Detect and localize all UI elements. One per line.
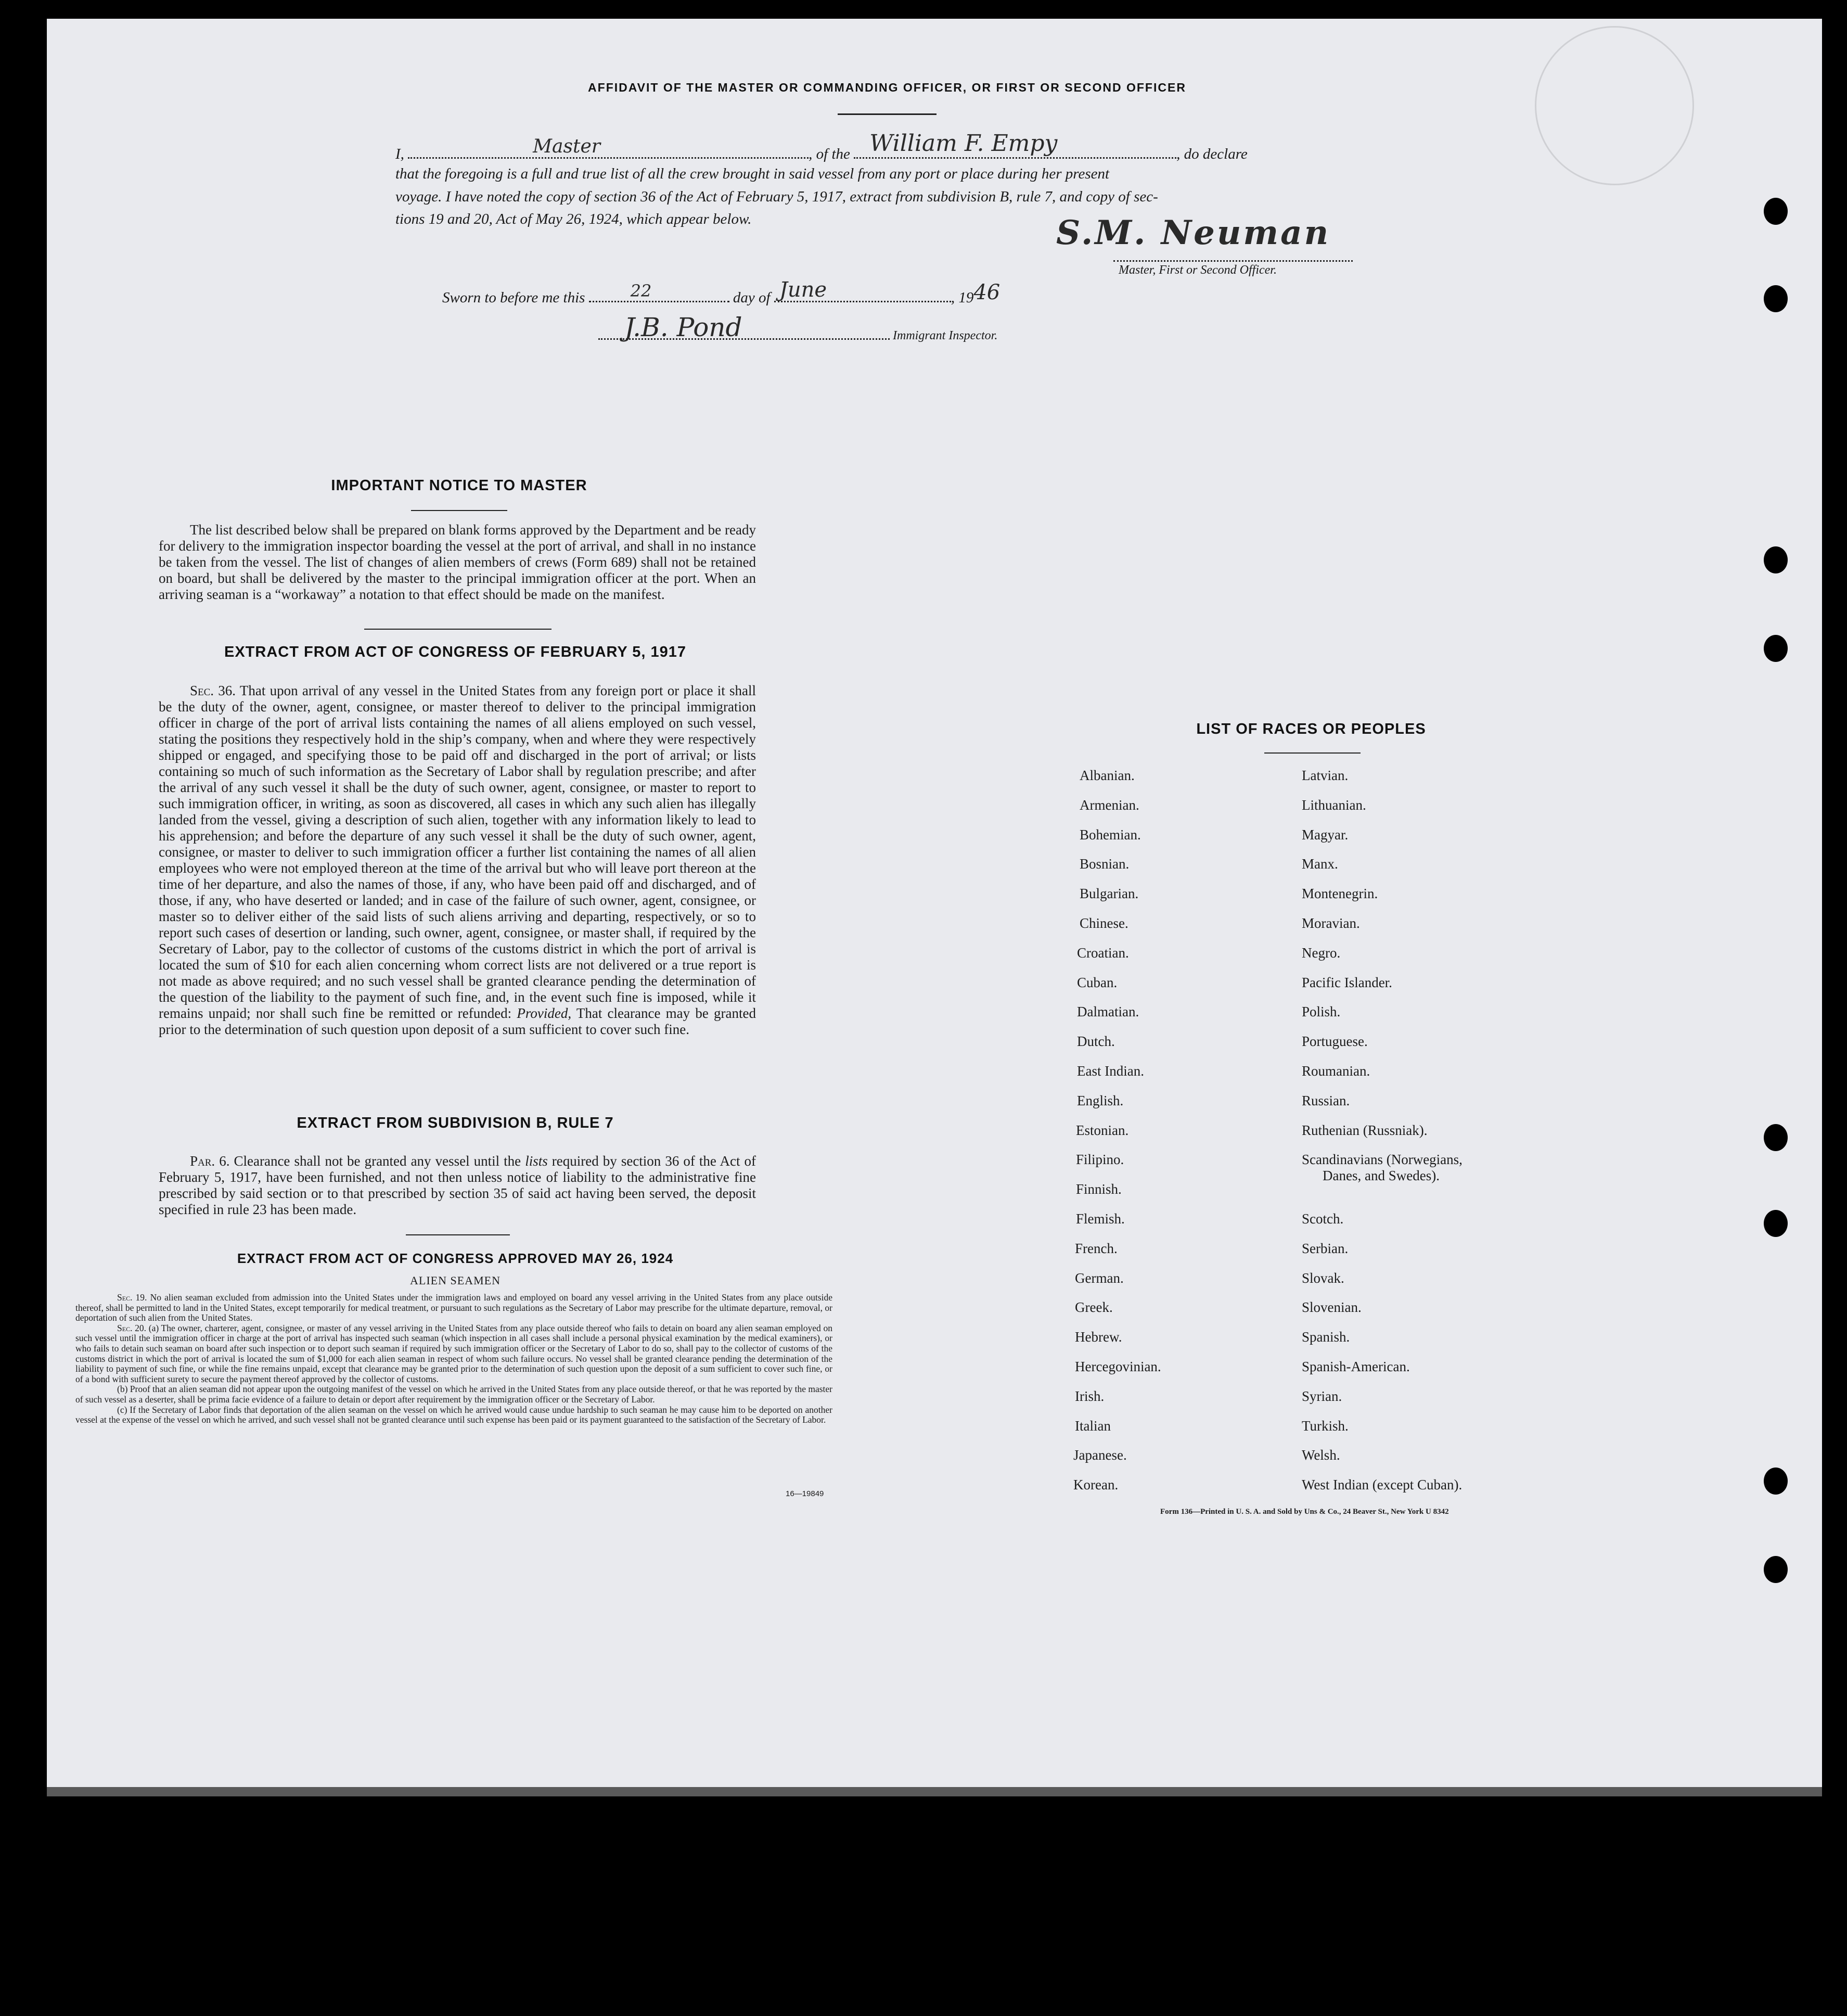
rule7-title: EXTRACT FROM SUBDIVISION B, RULE 7 [297,1115,614,1131]
provided-word: Provided, [517,1005,572,1021]
inspector-signature-line [598,338,890,340]
extract-1924-text [75,1293,832,1425]
race-item: Filipino. [1076,1152,1124,1168]
race-item: West Indian (except Cuban). [1302,1477,1463,1493]
notice-title: IMPORTANT NOTICE TO MASTER [331,477,587,494]
race-item: Manx. [1302,856,1338,872]
race-item: Moravian. [1302,915,1360,931]
section-36-paragraph [159,683,756,1038]
race-item: Bosnian. [1080,856,1130,872]
inspector-caption: Immigrant Inspector. [893,329,998,342]
punch-hole [1764,1556,1788,1583]
sec-19-label: Sec. 19. [117,1292,147,1303]
race-item: Chinese. [1080,915,1128,931]
race-item: Cuban. [1077,974,1118,990]
extract-1917-title: EXTRACT FROM ACT OF CONGRESS OF FEBRUARY 5, 1917 [224,644,687,660]
section-36-text-end: That clearance may be granted prior to the determination of such question upon deposit of a sum sufficient to cover such fine. [159,1005,756,1037]
race-item: Polish. [1302,1004,1341,1020]
race-item: German. [1075,1270,1124,1286]
par-6-label: Par. 6. [190,1153,230,1169]
race-item: Russian. [1302,1092,1350,1108]
race-item: Hebrew. [1075,1329,1122,1345]
race-item: Slovenian. [1302,1299,1362,1316]
year-handwritten: 46 [973,280,1001,304]
day-blank [589,281,729,302]
affidavit-line-1 [395,130,1384,165]
declare-label: , do declare [1176,146,1248,162]
race-item: Magyar. [1302,826,1349,843]
sec-20c-paragraph: (c) If the Secretary of Labor finds that deportation of the alien seaman on the vessel on which he arrived would cause undue hardship to such seaman he may cause him to be deported on another vessel at the expense of the vessel on which he arrived, and such vessel shall not be granted clearance until such expense has been paid or its payment guaranteed to the satisfaction of the Secretary of Labor. [75,1404,832,1425]
punch-hole [1764,285,1788,312]
role-handwritten: Master [533,136,600,157]
month-blank [774,278,951,302]
race-item: Bohemian. [1080,826,1141,843]
punch-hole [1764,635,1788,662]
par-6-text-2: required by section 36 of the Act of February 5, 1917, have been furnished, and not then unless notice of liability to the administrative fine prescribed by said section or to that prescribed by section 35 of said act having been served, the deposit specified in rule 23 has been made. [159,1153,756,1217]
sec-19-text: No alien seaman excluded from admission into the United States under the immigration laws and employed on board any vessel arriving in the United States from any place outside thereof, shall be permitted to land in the United States, except temporarily for medical treatment, or pursuant to such regulations as the Secretary of Labor may prescribe for the ultimate departure, removal, or deportation of such alien from the United States. [75,1292,832,1323]
race-item: Dalmatian. [1077,1004,1139,1020]
year-printed: , 19 [951,289,974,306]
races-title-underline [1264,752,1361,754]
section-36-label: Sec. 36. [190,683,236,698]
master-signature-line [1113,260,1353,262]
race-item: Korean. [1073,1477,1119,1493]
sworn-label: Sworn to before me this [442,289,585,306]
race-item: Spanish. [1302,1329,1350,1345]
race-item: Japanese. [1073,1447,1127,1463]
race-item: Syrian. [1302,1388,1342,1404]
notice-text [159,522,756,603]
race-item: Spanish-American. [1302,1359,1410,1374]
race-item: Slovak. [1302,1270,1344,1286]
notice-paragraph: The list described below shall be prepared on blank forms approved by the Department and be ready for delivery to the immigration inspector boarding the vessel at the port of arrival, and shall in no instance be taken from the vessel. The list of changes of alien members of crews (Form 689) shall not be retained on board, but shall be delivered by the master to the principal immigration officer at the port. When an arriving seaman is a “workaway” a notation to that effect should be made on the manifest. [159,522,756,602]
punch-hole [1764,1124,1788,1151]
race-item: Hercegovinian. [1075,1359,1161,1374]
day-handwritten: 22 [630,281,652,301]
affidavit-line-4: tions 19 and 20, Act of May 26, 1924, which appear below. [395,211,752,227]
race-item: Greek. [1075,1299,1113,1316]
race-item: Welsh. [1302,1447,1340,1463]
race-item: Negro. [1302,945,1341,961]
vessel-blank [854,130,1176,159]
race-item: Portuguese. [1302,1033,1368,1050]
punch-hole [1764,546,1788,573]
race-item: Danes, and Swedes). [1323,1168,1440,1184]
races-title: LIST OF RACES OR PEOPLES [1196,721,1426,737]
punch-hole [1764,198,1788,225]
race-item: French. [1075,1240,1118,1256]
rule7-divider [406,1234,510,1235]
i-label: I, [395,146,404,162]
race-item: Scandinavians (Norwegians, [1302,1152,1463,1168]
sec-20a-paragraph [75,1323,832,1385]
par-6-text-1: Clearance shall not be granted any vessel until the [234,1153,521,1169]
sheet-edge [47,1787,1822,1796]
race-item: Croatian. [1077,945,1129,961]
inspector-signature: J.B. Pond [624,312,742,342]
printer-imprint: Form 136—Printed in U. S. A. and Sold by Uns & Co., 24 Beaver St., New York U 8342 [1160,1508,1449,1516]
race-item: Bulgarian. [1080,886,1139,902]
sec-20b-paragraph: (b) Proof that an alien seaman did not appear upon the outgoing manifest of the vessel on which he arrived in the United States from any place outside thereof, or that he was reported by the master of such vessel as a deserter, shall be prima facie evidence of a failure to detain or deport after requirement by the immigration officer or the Secretary of Labor. [75,1384,832,1405]
sec-19-paragraph [75,1293,832,1323]
race-item: Flemish. [1076,1211,1125,1227]
role-blank [408,136,809,159]
race-item: Estonian. [1076,1122,1129,1138]
race-item: Latvian. [1302,768,1349,783]
of-the-label: , of the [809,146,850,162]
race-item: East Indian. [1077,1063,1144,1079]
race-item: Lithuanian. [1302,797,1366,813]
race-item: Turkish. [1302,1418,1349,1434]
title-underline [838,113,937,115]
race-item: Scotch. [1302,1211,1344,1227]
extract-1917-text [159,683,756,1038]
punch-hole [1764,1210,1788,1237]
master-caption: Master, First or Second Officer. [1119,263,1277,277]
section-36-text: That upon arrival of any vessel in the United States from any foreign port or place it shall be the duty of the owner, agent, consignee, or master thereof to deliver to the principal immigration officer in charge of the port of arrival lists containing the names of all aliens employed on such vessel, stating the positions they respectively hold in the ship’s company, when and where they were respectively shipped or engaged, and specifying those to be paid off and discharged in the port of arrival; or lists containing so much of such information as the Secretary of Labor shall by regulation prescribe; and after the arrival of any such vessel it shall be the duty of such owner, agent, consignee, or master to report to such immigration officer, in writing, as soon as discovered, all cases in which any such alien has illegally landed from the vessel, giving a description of such alien, together with any information likely to lead to his apprehension; and before the departure of any such vessel it shall be the duty of such owner, agent, consignee, or master to deliver to such immigration officer a further list containing the names of all alien employees who were not employed thereon at the time of the arrival but who will leave port thereon at the time of her departure, and also the names of those, if any, who have been paid off and discharged, and of those, if any, who have deserted or landed; and in case of the failure of such owner, agent, consignee, or master so to deliver either of the said lists of such aliens arriving and departing, respectively, or so to report such cases of desertion or landing, such owner, agent, consignee, or master shall, if required by the Secretary of Labor, pay to the collector of customs of the customs district in which the port of arrival is located the sum of $10 for each alien concerning whom correct lists are not delivered or a true report is not made as above required; and no such vessel shall be granted clearance pending the determination of the question of the liability to the payment of such fine, and, in the event such fine is imposed, while it remains unpaid; nor shall such fine be remitted or refunded: [159,683,756,1021]
race-item: English. [1077,1092,1124,1108]
punch-hole [1764,1468,1788,1495]
race-item: Dutch. [1077,1033,1115,1050]
master-signature: S.M. Neuman [1056,213,1331,252]
race-item: Italian [1075,1418,1111,1434]
lists-word: lists [525,1153,548,1169]
alien-seamen-subtitle: ALIEN SEAMEN [410,1274,501,1287]
month-handwritten: June [779,278,827,302]
race-item: Montenegrin. [1302,886,1378,902]
form-number: 16—19849 [786,1489,824,1498]
race-item: Armenian. [1080,797,1139,813]
notice-title-underline [411,510,507,511]
rule7-text [159,1153,756,1218]
affidavit-line-3: voyage. I have noted the copy of section 36 of the Act of February 5, 1917, extract from subdivision B, rule 7, and copy of sec- [395,188,1158,205]
race-item: Finnish. [1076,1181,1122,1197]
race-item: Irish. [1075,1388,1105,1404]
sec-20-label: Sec. 20. [117,1322,147,1333]
embossed-seal [1535,26,1694,185]
day-label: day of [733,289,771,306]
par-6-paragraph [159,1153,756,1218]
sec-20a-text: (a) The owner, charterer, agent, consignee, or master of any vessel arriving in the United States from any place outside thereof who fails to detain on board any alien seaman employed on such vessel until the immigration officer in charge at the port of arrival has inspected such seaman (which inspection in all cases shall include a personal physical examination by the medical examiners), or who fails to detain such seaman on board after such inspection or to deport such seaman if required by such immigration officer or the Secretary of Labor to do so, shall pay to the collector of customs of the customs district in which the port of arrival is located the sum of $1,000 for each alien seaman in respect of whom such failure occurs. No vessel shall be granted clearance pending the determination of the liability to payment of such fine, or while the fine remains unpaid, except that clearance may be granted prior to the determination of such question upon the deposit of a sum sufficient to cover such fine, or of a bond with sufficient surety to secure the payment thereof approved by the collector of customs. [75,1322,833,1384]
affidavit-line-2: that the foregoing is a full and true list of all the crew brought in said vessel from any port or place during her present [395,165,1110,182]
race-item: Ruthenian (Russniak). [1302,1122,1428,1138]
race-item: Albanian. [1080,768,1135,783]
notice-divider [364,629,551,630]
extract-1924-title: EXTRACT FROM ACT OF CONGRESS APPROVED MAY 26, 1924 [237,1251,674,1266]
race-item: Pacific Islander. [1302,974,1392,990]
race-item: Serbian. [1302,1240,1349,1256]
race-item: Roumanian. [1302,1063,1370,1079]
vessel-handwritten: William F. Empy [869,130,1058,157]
sworn-line [442,278,1119,308]
affidavit-title: AFFIDAVIT OF THE MASTER OR COMMANDING OFFICER, OR FIRST OR SECOND OFFICER [588,81,1186,94]
